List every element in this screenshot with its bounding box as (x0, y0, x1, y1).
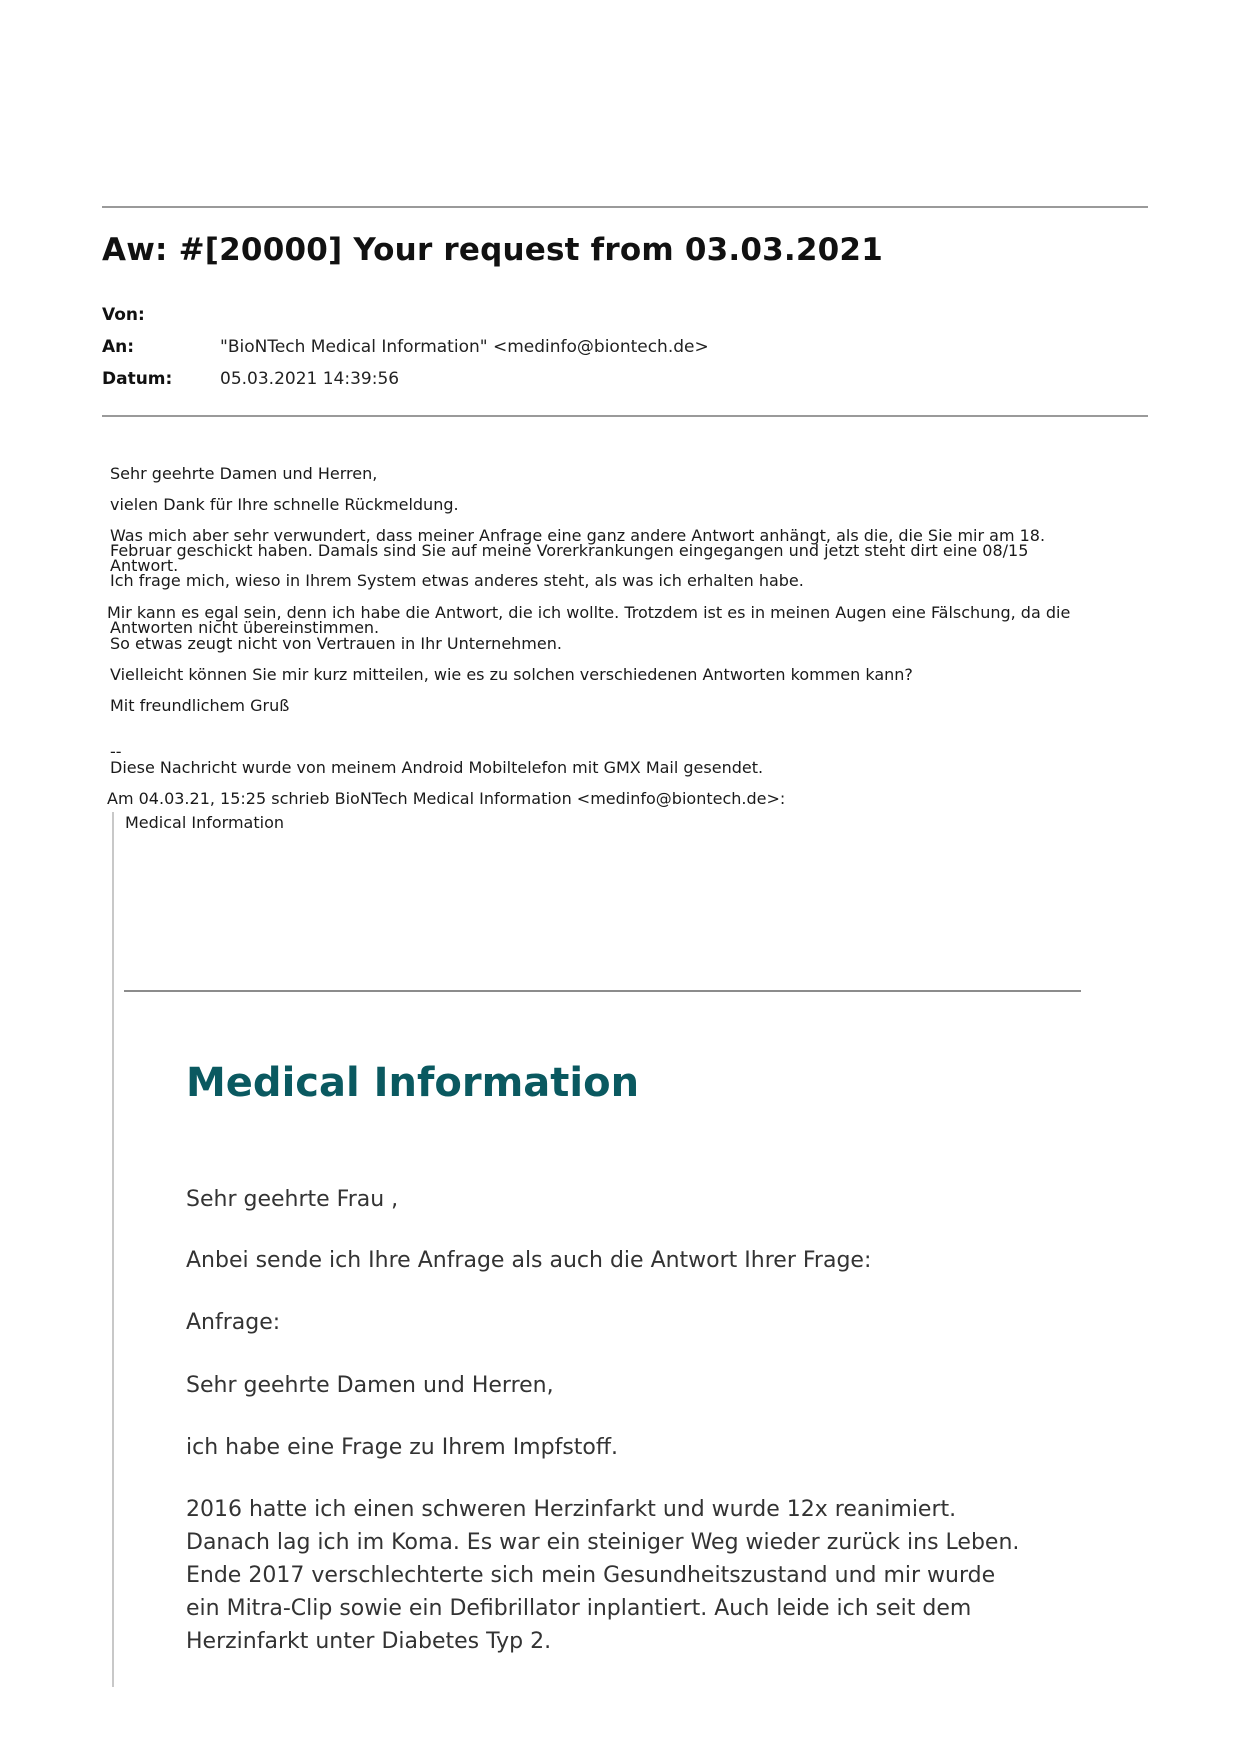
medical-history (186, 1493, 1019, 1658)
closing: Mit freundlichem Gruß (110, 696, 290, 715)
request-label: Anfrage: (186, 1310, 281, 1335)
quoted-salutation: Sehr geehrte Frau , (186, 1187, 399, 1212)
medical-history-line: Herzinfarkt unter Diabetes Typ 2. (186, 1629, 552, 1654)
paragraph-2-line-1: Mir kann es egal sein, denn ich habe die Antwort, die ich wollte. Trotzdem ist es in meinen Augen eine Fälschung, da die (107, 603, 1071, 622)
header-top-divider (102, 206, 1148, 208)
to-label: An: (102, 337, 135, 357)
header-bottom-divider (102, 415, 1148, 417)
paragraph-1-line-3: Antwort. (110, 556, 179, 575)
signature-separator: -- (110, 742, 122, 761)
quote-header: Am 04.03.21, 15:25 schrieb BioNTech Medical Information <medinfo@biontech.de>: (107, 789, 786, 808)
paragraph-2-line-2: Antworten nicht übereinstimmen. (110, 618, 380, 637)
date-value: 05.03.2021 14:39:56 (220, 369, 400, 389)
quote-bar (112, 812, 114, 1687)
to-value[interactable]: "BioNTech Medical Information" <medinfo@biontech.de> (220, 337, 709, 357)
paragraph-1-line-4: Ich frage mich, wieso in Ihrem System etwas anderes steht, als was ich erhalten habe. (110, 571, 804, 590)
medical-history-line: Danach lag ich im Koma. Es war ein steiniger Weg wieder zurück ins Leben. (186, 1530, 1020, 1555)
paragraph-1-line-1: Was mich aber sehr verwundert, dass meiner Anfrage eine ganz andere Antwort anhängt, als die, die Sie mir am 18. (110, 526, 1046, 545)
quoted-divider (124, 990, 1081, 992)
paragraph-1-line-2: Februar geschickt haben. Damals sind Sie auf meine Vorerkrankungen eingegangen und jetzt steht dirt eine 08/15 (110, 541, 1029, 560)
greeting: Sehr geehrte Damen und Herren, (110, 464, 378, 483)
medical-history-line: 2016 hatte ich einen schweren Herzinfarkt und wurde 12x reanimiert. (186, 1497, 957, 1522)
request-question: ich habe eine Frage zu Ihrem Impfstoff. (186, 1435, 619, 1460)
quoted-intro: Anbei sende ich Ihre Anfrage als auch die Antwort Ihrer Frage: (186, 1248, 872, 1273)
thanks-line: vielen Dank für Ihre schnelle Rückmeldung. (110, 495, 459, 514)
medical-history-line: ein Mitra-Clip sowie ein Defibrillator inplantiert. Auch leide ich seit dem (186, 1596, 972, 1621)
date-label: Datum: (102, 369, 173, 389)
paragraph-2-line-3: So etwas zeugt nicht von Vertrauen in Ihr Unternehmen. (110, 634, 562, 653)
quoted-sender-name: Medical Information (125, 813, 284, 832)
request-greeting: Sehr geehrte Damen und Herren, (186, 1373, 554, 1398)
question-line: Vielleicht können Sie mir kurz mitteilen, wie es zu solchen verschiedenen Antworten kommen kann? (110, 665, 913, 684)
quoted-title: Medical Information (186, 1060, 640, 1106)
signature: Diese Nachricht wurde von meinem Android Mobiltelefon mit GMX Mail gesendet. (110, 758, 764, 777)
medical-history-line: Ende 2017 verschlechterte sich mein Gesundheitszustand und mir wurde (186, 1563, 996, 1588)
from-label: Von: (102, 305, 145, 325)
email-subject: Aw: #[20000] Your request from 03.03.2021 (102, 232, 883, 268)
